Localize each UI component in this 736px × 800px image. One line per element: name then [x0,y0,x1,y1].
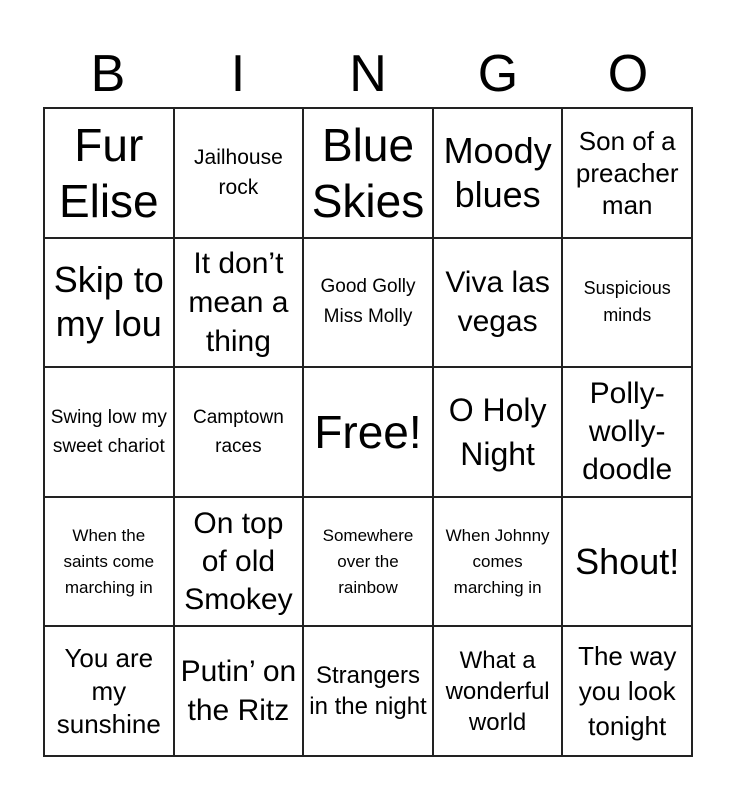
bingo-cell[interactable] [563,109,693,239]
bingo-cell[interactable] [304,239,434,369]
cell-text: When the saints come marching in [63,525,155,597]
bingo-board [43,107,693,757]
header-letter-g: G [477,45,519,103]
cell-text: Suspicious minds [583,278,671,326]
bingo-cell[interactable] [175,239,305,369]
cell-text: Blue Skies [311,118,425,227]
bingo-cell[interactable] [304,368,434,498]
bingo-cell[interactable] [45,498,175,628]
cell-text: When Johnny comes marching in [445,525,550,597]
bingo-cell[interactable] [175,368,305,498]
cell-text: Somewhere over the rainbow [322,525,414,597]
cell-text: What a wonderful world [445,646,550,736]
cell-text: Putin’ on the Ritz [180,655,297,728]
cell-text: Polly-wolly-doodle [582,376,673,486]
cell-text: Son of a preacher man [575,125,679,220]
bingo-cell[interactable] [45,368,175,498]
cell-text: Moody blues [443,129,552,215]
bingo-cell[interactable] [175,627,305,757]
bingo-cell[interactable] [434,239,564,369]
cell-text: Jailhouse rock [194,145,283,199]
cell-text: Camptown races [192,406,284,457]
header-letter-b: B [90,45,126,103]
bingo-cell[interactable] [45,239,175,369]
bingo-cell[interactable] [304,627,434,757]
cell-text: It don’t mean a thing [188,246,289,358]
bingo-cell[interactable] [175,498,305,628]
cell-text: Free! [314,405,422,458]
bingo-cell[interactable] [563,498,693,628]
cell-text: On top of old Smokey [184,506,293,616]
bingo-cell[interactable] [304,498,434,628]
cell-text: Strangers in the night [309,662,427,721]
cell-text: Fur Elise [58,118,159,227]
cell-text: Skip to my lou [53,259,164,345]
bingo-header [43,42,693,106]
bingo-cell[interactable] [563,627,693,757]
header-letter-n: N [349,45,387,103]
header-letter-o: O [607,45,649,103]
cell-text: Good Golly Miss Molly [320,276,416,328]
bingo-cell[interactable] [434,109,564,239]
bingo-cell[interactable] [45,627,175,757]
cell-text: You are my sunshine [56,642,161,739]
cell-text: O Holy Night [448,391,547,472]
cell-text: The way you look tonight [578,640,677,741]
cell-text: Shout! [575,540,680,582]
cell-text: Swing low my sweet chariot [50,406,167,457]
bingo-cell[interactable] [563,368,693,498]
bingo-cell[interactable] [175,109,305,239]
bingo-cell[interactable] [304,109,434,239]
bingo-cell[interactable] [434,627,564,757]
bingo-cell[interactable] [45,109,175,239]
header-letter-i: I [230,45,246,103]
bingo-cell[interactable] [434,368,564,498]
cell-text: Viva las vegas [445,266,550,339]
bingo-cell[interactable] [563,239,693,369]
bingo-cell[interactable] [434,498,564,628]
